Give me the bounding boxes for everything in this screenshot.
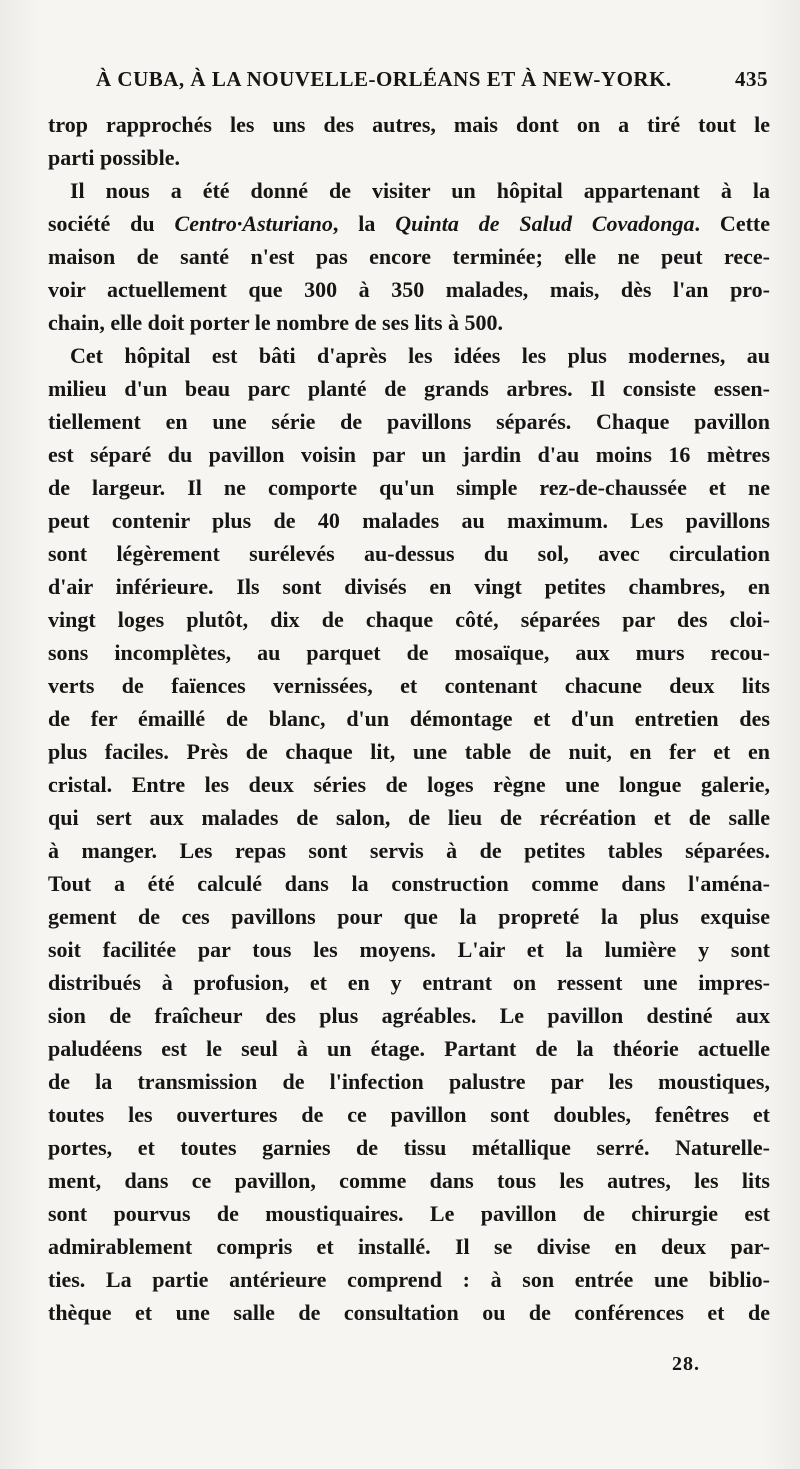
text-line: portes, et toutes garnies de tissu métallique serré. Naturelle- <box>48 1135 770 1160</box>
text-line: sont légèrement surélevés au-dessus du sol, avec circulation <box>48 541 770 566</box>
text-line: maison de santé n'est pas encore terminée; elle ne peut rece- <box>48 244 770 269</box>
text-line: Il nous a été donné de visiter un hôpital appartenant à la <box>70 178 770 203</box>
text-line: de largeur. Il ne comporte qu'un simple rez-de-chaussée et ne <box>48 475 770 500</box>
text-line: ment, dans ce pavillon, comme dans tous les autres, les lits <box>48 1168 770 1193</box>
text-line: thèque et une salle de consultation ou de conférences et de <box>48 1300 770 1325</box>
text-line: vingt loges plutôt, dix de chaque côté, séparées par des cloi- <box>48 607 770 632</box>
text-segment: . Cette <box>694 211 771 236</box>
text-line: cristal. Entre les deux séries de loges règne une longue galerie, <box>48 772 770 797</box>
text-line: voir actuellement que 300 à 350 malades, mais, dès l'an pro- <box>48 277 770 302</box>
text-line: admirablement compris et installé. Il se divise en deux par- <box>48 1234 770 1259</box>
text-line: est séparé du pavillon voisin par un jardin d'au moins 16 mètres <box>48 442 770 467</box>
italic-text: Quinta de Salud Covadonga <box>395 211 695 236</box>
text-line: ties. La partie antérieure comprend : à son entrée une biblio- <box>48 1267 770 1292</box>
text-line: tiellement en une série de pavillons séparés. Chaque pavillon <box>48 409 770 434</box>
text-line: soit facilitée par tous les moyens. L'air et la lumière y sont <box>48 937 770 962</box>
text-line: gement de ces pavillons pour que la propreté la plus exquise <box>48 904 770 929</box>
text-line: peut contenir plus de 40 malades au maximum. Les pavillons <box>48 508 770 533</box>
text-line: plus faciles. Près de chaque lit, une table de nuit, en fer et en <box>48 739 770 764</box>
text-line: de fer émaillé de blanc, d'un démontage et d'un entretien des <box>48 706 770 731</box>
signature-mark: 28. <box>672 1353 700 1375</box>
text-line: sion de fraîcheur des plus agréables. Le pavillon destiné aux <box>48 1003 770 1028</box>
text-line: parti possible. <box>48 145 181 170</box>
text-line: de la transmission de l'infection palustre par les moustiques, <box>48 1069 770 1094</box>
text-line: milieu d'un beau parc planté de grands arbres. Il consiste essen- <box>48 376 770 401</box>
text-line: chain, elle doit porter le nombre de ses lits à 500. <box>48 310 504 335</box>
text-line: à manger. Les repas sont servis à de petites tables séparées. <box>48 838 770 863</box>
text-segment: société du <box>48 211 175 236</box>
text-line: Tout a été calculé dans la construction comme dans l'aména- <box>48 871 770 896</box>
italic-text: Centro·Asturiano <box>174 211 333 236</box>
running-title: À CUBA, À LA NOUVELLE-ORLÉANS ET À NEW-YORK. <box>96 67 672 91</box>
text-line <box>48 207 770 240</box>
text-line: Cet hôpital est bâti d'après les idées les plus modernes, au <box>70 343 770 368</box>
body-text <box>48 108 770 1329</box>
text-segment: , la <box>332 211 396 236</box>
text-line: trop rapprochés les uns des autres, mais dont on a tiré tout le <box>48 112 770 137</box>
text-line: qui sert aux malades de salon, de lieu de récréation et de salle <box>48 805 770 830</box>
running-header <box>96 62 768 96</box>
text-line: sont pourvus de moustiquaires. Le pavillon de chirurgie est <box>48 1201 770 1226</box>
page-number: 435 <box>735 67 768 91</box>
text-line: distribués à profusion, et en y entrant on ressent une impres- <box>48 970 770 995</box>
text-line: paludéens est le seul à un étage. Partant de la théorie actuelle <box>48 1036 770 1061</box>
text-line: sons incomplètes, au parquet de mosaïque, aux murs recou- <box>48 640 770 665</box>
text-line: verts de faïences vernissées, et contenant chacune deux lits <box>48 673 770 698</box>
text-line: d'air inférieure. Ils sont divisés en vingt petites chambres, en <box>48 574 770 599</box>
text-line: toutes les ouvertures de ce pavillon sont doubles, fenêtres et <box>48 1102 770 1127</box>
